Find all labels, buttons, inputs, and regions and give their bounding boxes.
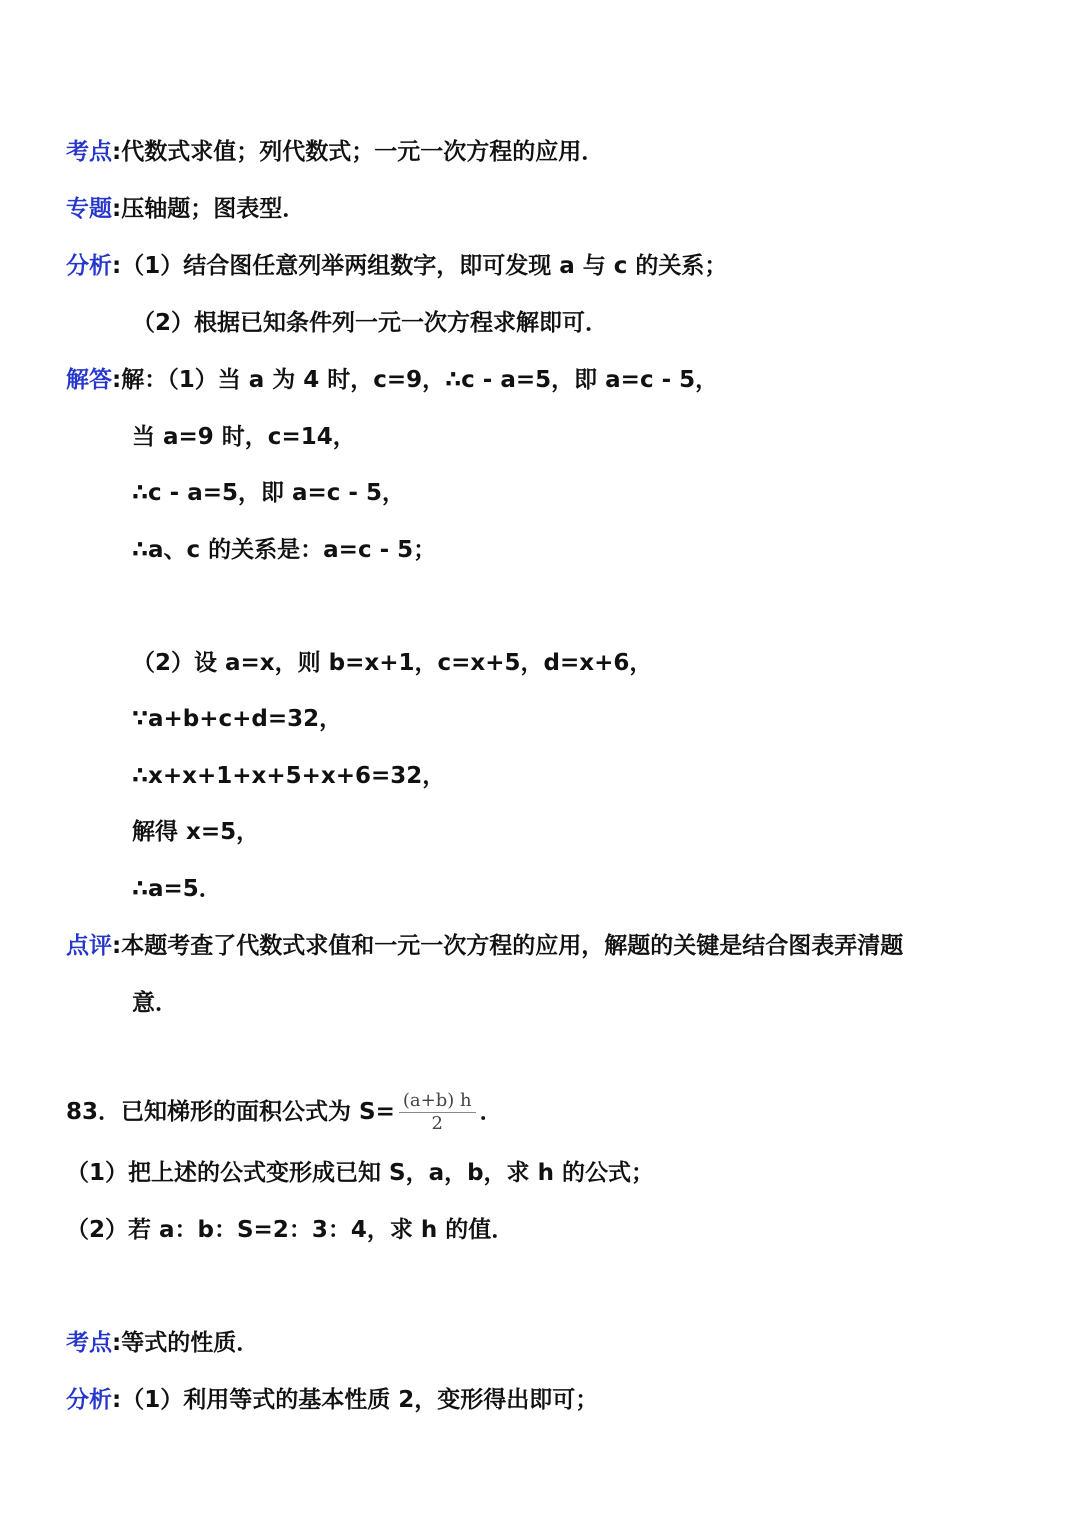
stem-prefix: 83．已知梯形的面积公式为 S= xyxy=(66,1099,395,1125)
fenxi-line: :（1）结合图任意列举两组数字，即可发现 a 与 c 的关系； xyxy=(112,253,728,279)
fraction-numerator: (a+b) h xyxy=(399,1090,476,1113)
jieda-label: 解答 xyxy=(66,367,112,393)
fenxi-text: :（1）利用等式的基本性质 2，变形得出即可； xyxy=(112,1387,599,1413)
trapezoid-area-fraction xyxy=(399,1090,476,1135)
kaodian-text: :代数式求值；列代数式；一元一次方程的应用． xyxy=(112,139,605,165)
jieda-line: ∴c - a=5，即 a=c - 5， xyxy=(132,480,405,506)
zhuanti-row xyxy=(66,194,305,224)
zhuanti-label: 专题 xyxy=(66,196,112,222)
problem-83-q2: （2）若 a：b：S=2：3：4，求 h 的值． xyxy=(66,1217,515,1243)
jieda-line: :解：（1）当 a 为 4 时，c=9，∴c - a=5，即 a=c - 5， xyxy=(112,367,719,393)
fenxi-label: 分析 xyxy=(66,253,112,279)
dianping-row xyxy=(66,931,903,961)
kaodian-label: 考点 xyxy=(66,139,112,165)
kaodian-text: :等式的性质． xyxy=(112,1330,260,1356)
jieda-line: ∴a=5． xyxy=(132,876,222,902)
fenxi-row xyxy=(66,251,727,281)
jieda-line: ∵a+b+c+d=32， xyxy=(132,706,343,732)
jieda-line: ∴x+x+1+x+5+x+6=32， xyxy=(132,763,446,789)
dianping-line: :本题考查了代数式求值和一元一次方程的应用，解题的关键是结合图表弄清题 xyxy=(112,933,904,959)
problem-83-stem xyxy=(66,1089,503,1135)
stem-suffix: ． xyxy=(479,1099,503,1125)
fraction-denominator: 2 xyxy=(431,1113,443,1134)
fenxi-row-2 xyxy=(66,1385,598,1415)
dianping-line: 意． xyxy=(132,990,178,1016)
jieda-line: 当 a=9 时，c=14， xyxy=(132,424,356,450)
jieda-line: 解得 x=5， xyxy=(132,819,260,845)
jieda-line: （2）设 a=x，则 b=x+1，c=x+5，d=x+6， xyxy=(132,650,653,676)
fenxi-label: 分析 xyxy=(66,1387,112,1413)
dianping-label: 点评 xyxy=(66,933,112,959)
kaodian-row xyxy=(66,137,604,167)
kaodian-label: 考点 xyxy=(66,1330,112,1356)
fenxi-line: （2）根据已知条件列一元一次方程求解即可． xyxy=(132,310,609,336)
zhuanti-text: :压轴题；图表型． xyxy=(112,196,306,222)
jieda-line: ∴a、c 的关系是：a=c - 5； xyxy=(132,537,437,563)
jieda-row xyxy=(66,365,718,395)
kaodian-row-2 xyxy=(66,1328,259,1358)
problem-83-q1: （1）把上述的公式变形成已知 S，a，b，求 h 的公式； xyxy=(66,1160,654,1186)
